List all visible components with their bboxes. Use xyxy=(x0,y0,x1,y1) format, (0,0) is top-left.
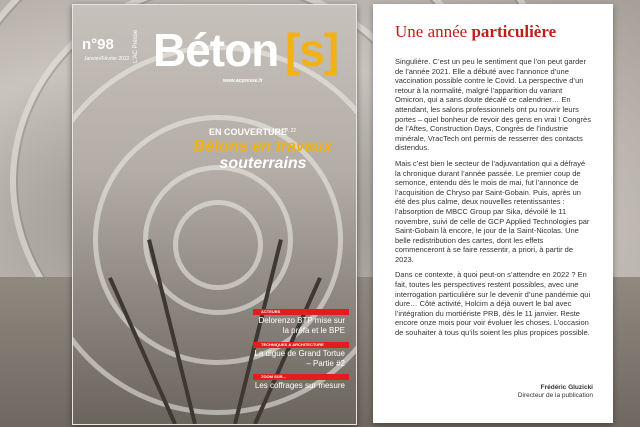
teaser-text: La digue de Grand Tortue – Partie #2 xyxy=(254,349,345,368)
section-page: P. 22 xyxy=(285,128,297,134)
teaser xyxy=(253,374,349,391)
editorial-paragraph: Mais c’est bien le secteur de l’adjuvantation qui a défrayé la chronique durant l’année passée. Le premier coup de semonce, entendu dès le mois de mai, fut l’annonce de l’acquisition de Chryso par Saint-Gobain. Puis, après un été des plus calme, deux nouvelles retentissantes : l’absorption de MBCC Group par Sika, dévoilé le 11 novembre, suivi de celle de GCP Applied Technologies par Saint-Gobain là encore, le jour de la Saint-Nicolas. Une belle redistribution des cartes, dont les effets commenceront à se faire ressentir, a priori, à partir de 2023. xyxy=(395,158,590,264)
teaser xyxy=(253,342,349,369)
editorial-paragraph: Singulière. C’est un peu le sentiment que l’on peut garder de l’année 2021. Elle a débuté avec l’annonce d’une vaccination possible contre le Covid. La perspective d’un retour à la normalité, malgré l’apparition du variant Omicron, qui a sans doute décalé ce calendrier… En attendant, les salons professionnels ont pu rouvrir leurs portes – quel bonheur de revoir des gens en vrai ! Congrès de l’Aftes, Construction Days, Congrès de l’industrie minérale, VracTech ont permis de resserrer des contacts distendus. xyxy=(395,57,591,153)
editorial-title xyxy=(395,22,556,42)
issue-number: n°98 xyxy=(82,36,114,53)
publisher-logo: L'AC Presse xyxy=(133,29,139,63)
editorial-title-plain: Une année xyxy=(395,22,472,41)
magazine-title-suffix: [s] xyxy=(285,24,339,76)
signature-name: Frédéric Gluzicki xyxy=(540,384,593,391)
section-label: EN COUVERTURE xyxy=(209,127,288,137)
cover-url: www.acpresse.fr xyxy=(223,78,263,84)
teaser-tag: TECHNIQUES & ARCHITECTURE xyxy=(253,342,349,348)
teaser-text: Delorenzo BTP mise sur la préfa et le BPE xyxy=(258,316,345,335)
editorial-body xyxy=(395,57,593,344)
teaser xyxy=(253,309,349,336)
issue-date: Janvier/Février 2022 xyxy=(84,56,130,62)
headline-line-2: souterrains xyxy=(219,155,307,172)
magazine-cover xyxy=(72,4,357,425)
headline-line-1: Bétons en travaux xyxy=(193,138,333,155)
editorial-title-bold: particulière xyxy=(471,22,557,41)
editorial-page xyxy=(373,4,613,423)
signature-role: Directeur de la publication xyxy=(517,392,593,399)
teaser-tag: ACTEURS xyxy=(253,309,349,315)
signature xyxy=(518,384,593,400)
teaser-text: Les coffrages sur mesure xyxy=(254,381,345,390)
editorial-paragraph: Dans ce contexte, à quoi peut-on s’attendre en 2022 ? En fait, toutes les perspectives restent possibles, avec une interrogation particulière sur le devenir d’une pandémie qui dure… Côté activité, Holcim a déjà ouvert le bal avec l’intégration du mortiériste PRB, dès le 11 janvier. Reste encore onze mois pour voir évoluer les choses. L’occasion de souhaiter à tous qu’ils soient les plus propices possible. xyxy=(395,270,591,338)
cover-headline xyxy=(183,138,343,172)
teaser-tag: ZOOM SUR... xyxy=(253,374,349,380)
magazine-title: Béton xyxy=(153,24,279,76)
